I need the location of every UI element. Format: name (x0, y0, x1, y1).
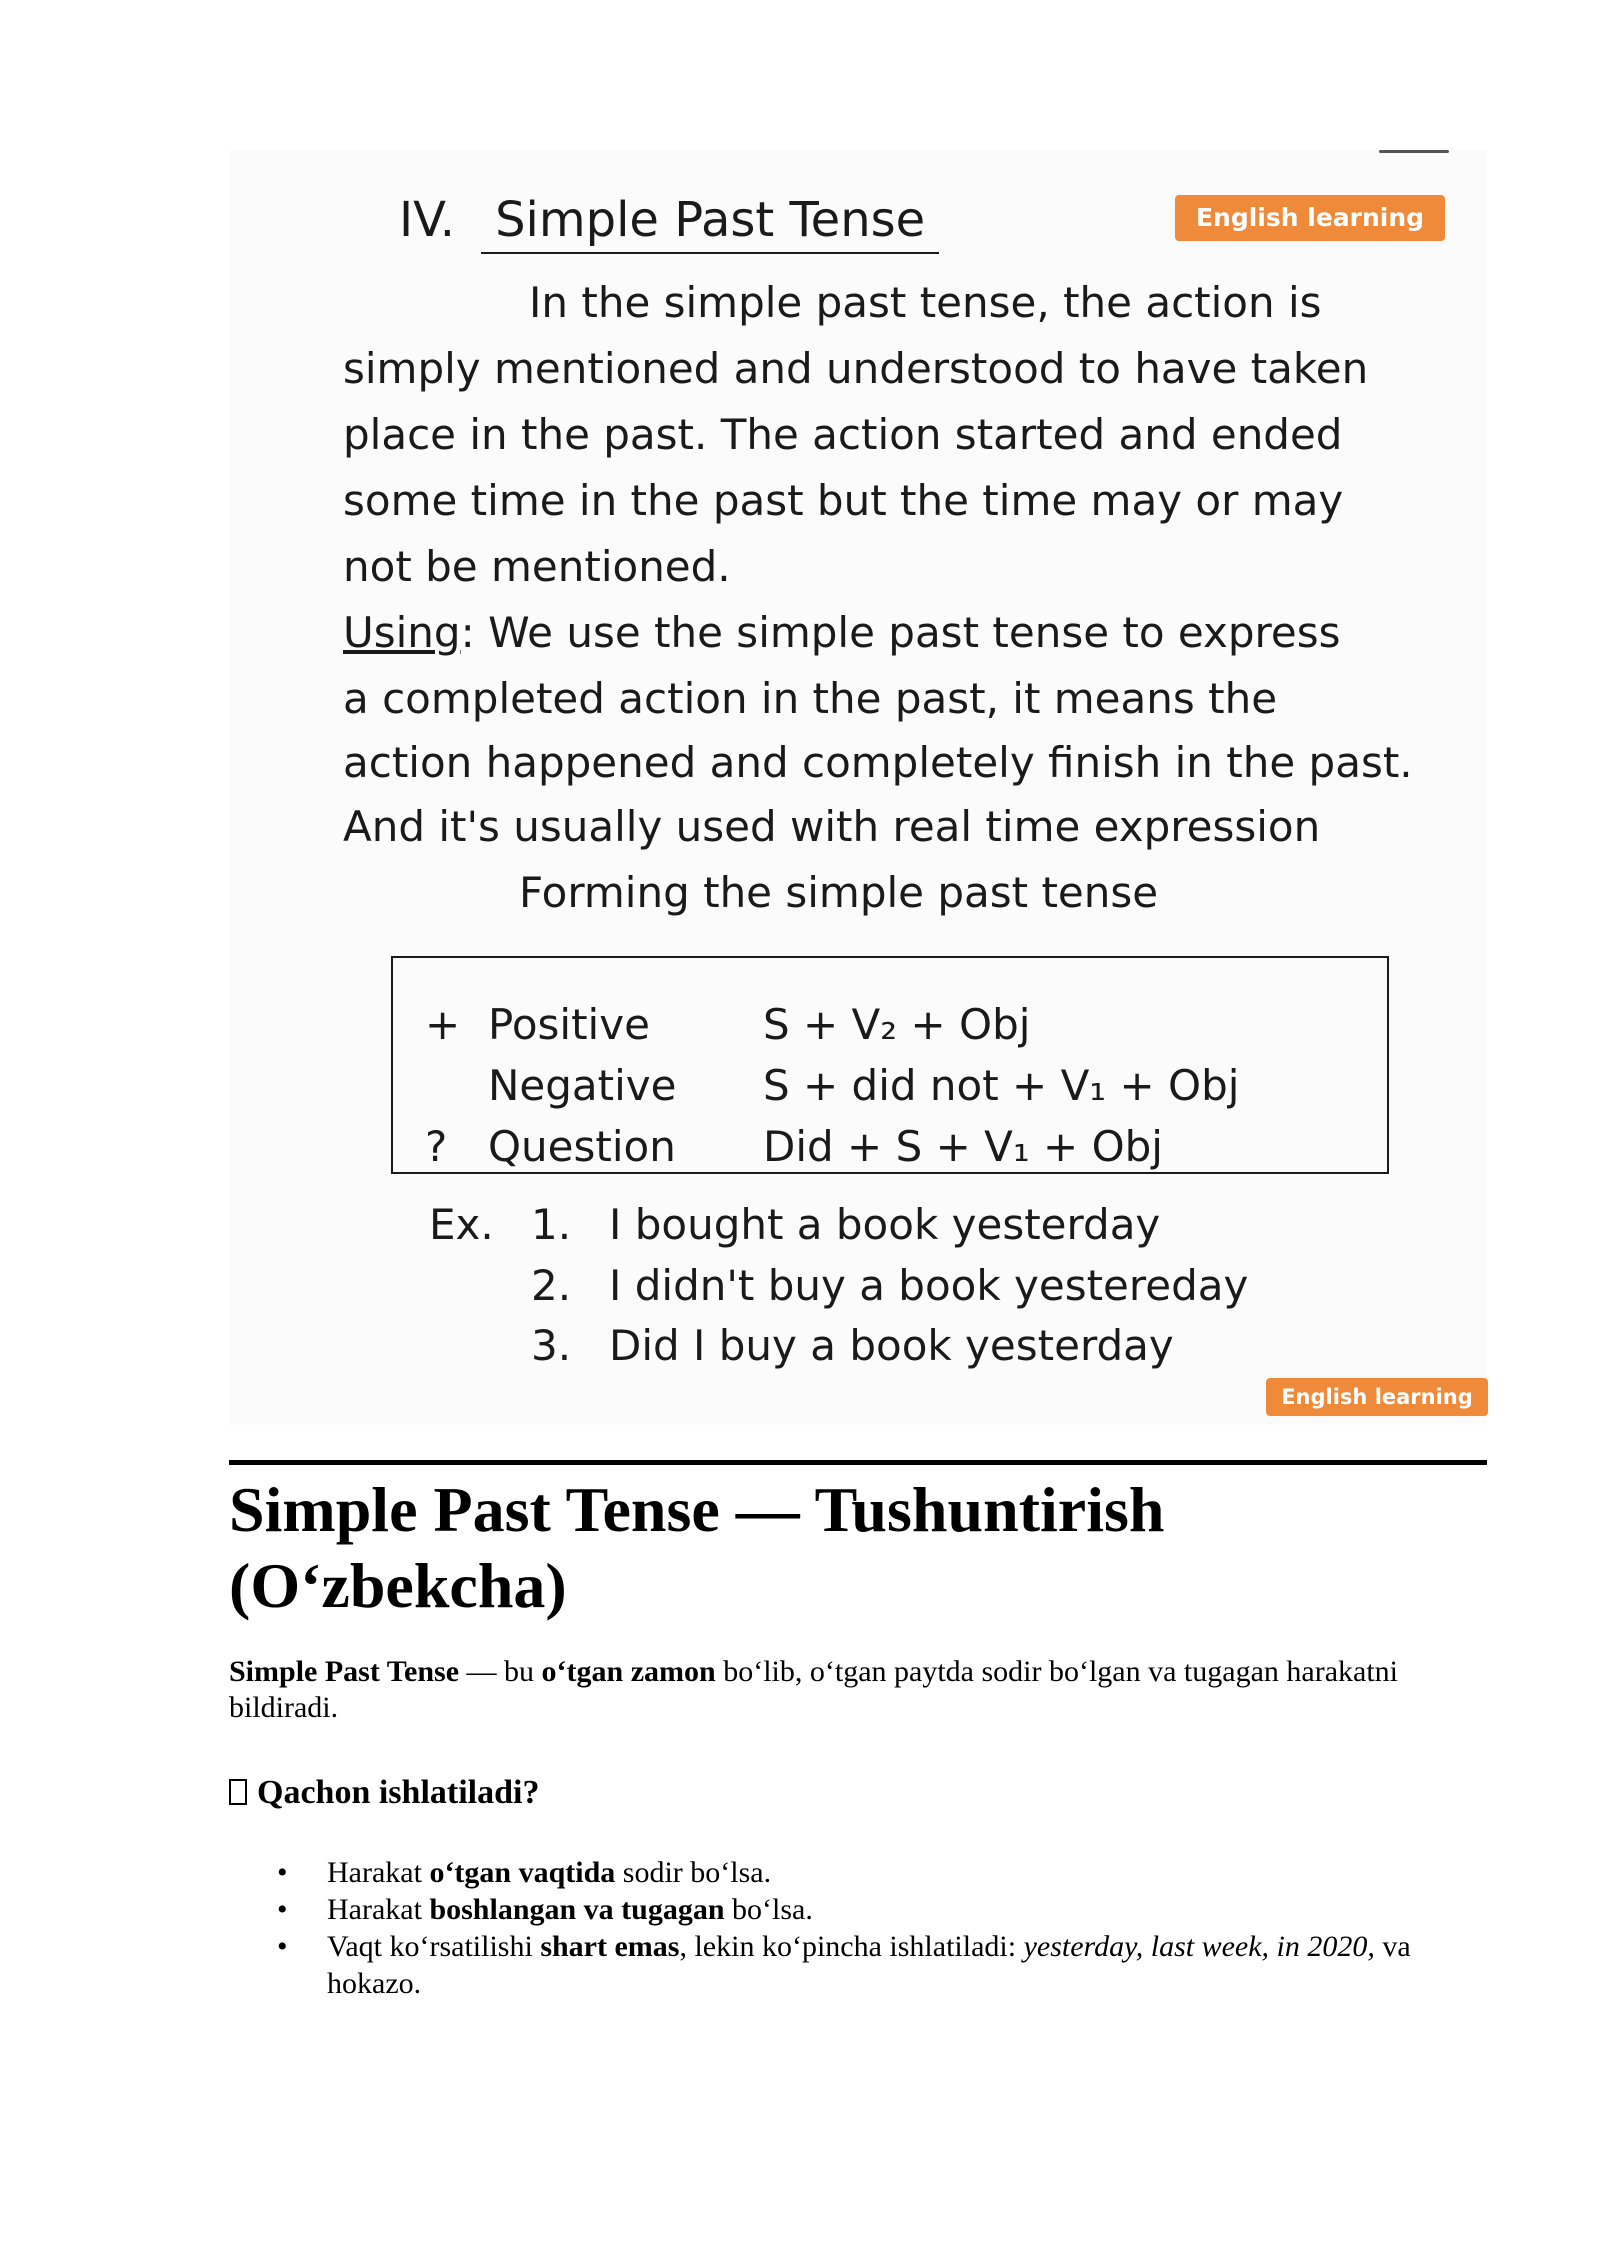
note-line: And it's usually used with real time expression (343, 802, 1321, 851)
heading-line: Simple Past Tense — Tushuntirish (229, 1474, 1165, 1545)
english-learning-badge: English learning (1266, 1378, 1488, 1416)
intro-paragraph (229, 1654, 1479, 1726)
item-text: Harakat (327, 1893, 430, 1926)
example-text: Did I buy a book yesterday (609, 1321, 1174, 1370)
example-text: I didn't buy a book yestereday (609, 1261, 1249, 1310)
formula: Did + S + V₁ + Obj (763, 1122, 1163, 1171)
horizontal-rule (229, 1460, 1487, 1465)
item-text: Harakat (327, 1856, 430, 1889)
title-text: Simple Past Tense (481, 192, 939, 254)
plus-symbol: + (425, 1000, 461, 1049)
usage-list (229, 1854, 1479, 2002)
item-bold: o‘tgan vaqtida (429, 1856, 616, 1889)
formula: S + V₂ + Obj (763, 1000, 1031, 1049)
using-text: : We use the simple past tense to express (460, 608, 1341, 657)
item-text: sodir bo‘lsa. (615, 1856, 772, 1889)
item-text: va hokazo. (327, 1930, 1411, 2000)
note-line: In the simple past tense, the action is (529, 278, 1322, 327)
item-bold: boshlangan va tugagan (429, 1893, 725, 1926)
item-italic: yesterday, last week, in 2020, (1023, 1930, 1375, 1963)
subheading-text: Qachon ishlatiladi? (257, 1774, 540, 1811)
note-line: some time in the past but the time may or may (343, 476, 1344, 525)
note-line: a completed action in the past, it means the (343, 674, 1278, 723)
section-subheading (229, 1774, 539, 1812)
item-text: Vaqt ko‘rsatilishi (327, 1930, 541, 1963)
example-number: 3. (531, 1321, 572, 1370)
term-uz: o‘tgan zamon (541, 1655, 716, 1688)
section-number: IV. (399, 192, 456, 248)
using-line (343, 600, 1340, 666)
handwritten-note-image (229, 150, 1487, 1425)
list-item (229, 1928, 1479, 2002)
note-title (399, 192, 939, 254)
heading-line: (O‘zbekcha) (229, 1550, 567, 1621)
example-number: 1. (531, 1200, 572, 1249)
note-line: place in the past. The action started and ended (343, 410, 1343, 459)
formula-label: Positive (488, 1000, 650, 1049)
list-item (229, 1891, 1479, 1928)
formula: S + did not + V₁ + Obj (763, 1061, 1240, 1110)
example-number: 2. (531, 1261, 572, 1310)
english-learning-badge: English learning (1175, 195, 1445, 241)
using-label: Using (343, 608, 461, 657)
term: Simple Past Tense (229, 1655, 460, 1688)
examples-label: Ex. (429, 1200, 494, 1249)
formula-label: Negative (488, 1061, 677, 1110)
forming-heading: Forming the simple past tense (519, 868, 1159, 917)
formula-label: Question (488, 1122, 676, 1171)
note-line: simply mentioned and understood to have taken (343, 344, 1369, 393)
note-line: action happened and completely finish in the past. (343, 738, 1413, 787)
note-line: not be mentioned. (343, 542, 731, 591)
intro-text: bo‘lib, o‘tgan paytda sodir bo‘lgan va tugagan harakatni bildiradi. (229, 1655, 1398, 1724)
item-bold: shart emas (540, 1930, 680, 1963)
formula-box (391, 956, 1389, 1174)
example-text: I bought a book yesterday (609, 1200, 1161, 1249)
intro-text: — bu (459, 1655, 542, 1688)
item-text: bo‘lsa. (724, 1893, 813, 1926)
list-item (229, 1854, 1479, 1891)
question-symbol: ? (425, 1122, 448, 1171)
missing-glyph-icon (229, 1779, 247, 1805)
page-heading (229, 1472, 1487, 1624)
top-edge-mark (1379, 150, 1449, 153)
item-text: , lekin ko‘pincha ishlatiladi: (679, 1930, 1024, 1963)
